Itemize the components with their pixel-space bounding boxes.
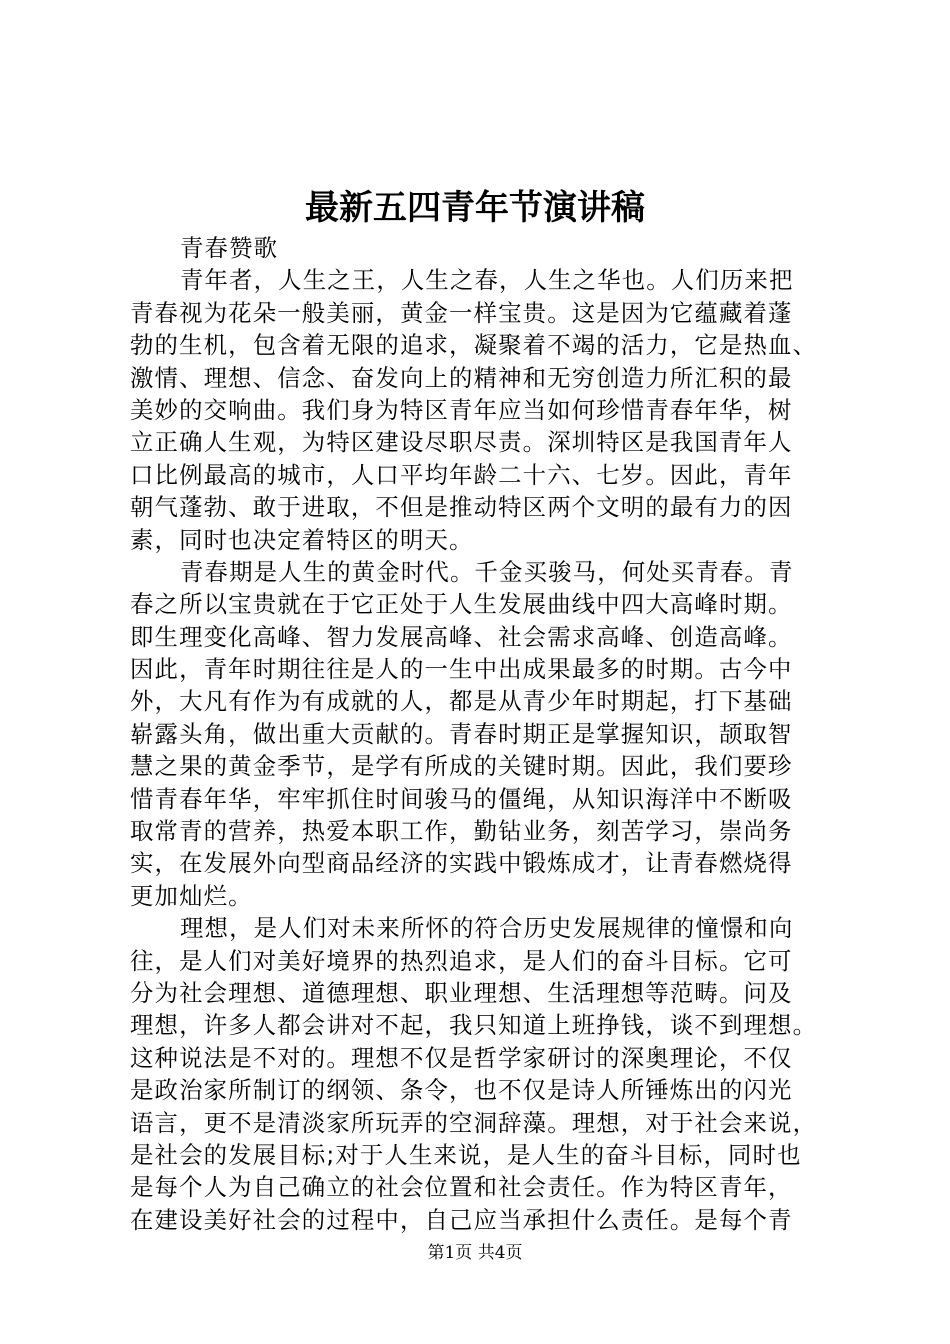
text-line: 激情、理想、信念、奋发向上的精神和无穷创造力所汇积的最 xyxy=(130,363,793,392)
document-body xyxy=(130,232,830,1236)
section-heading: 青春赞歌 xyxy=(180,234,279,262)
text-line: 口比例最高的城市，人口平均年龄二十六、七岁。因此，青年 xyxy=(130,460,793,489)
text-line: 更加灿烂。 xyxy=(130,881,253,910)
text-line: 因此，青年时期往往是人的一生中出成果最多的时期。古今中 xyxy=(130,655,793,684)
text-line: 青年者，人生之王，人生之春，人生之华也。人们历来把 xyxy=(180,266,794,295)
text-line: 语言，更不是清淡家所玩弄的空洞辞藻。理想，对于社会来说， xyxy=(130,1108,818,1137)
text-line: 是政治家所制订的纲领、条令，也不仅是诗人所锤炼出的闪光 xyxy=(130,1076,793,1105)
text-line: 慧之果的黄金季节，是学有所成的关键时期。因此，我们要珍 xyxy=(130,752,793,781)
text-line: 是社会的发展目标;对于人生来说，是人生的奋斗目标，同时也 xyxy=(130,1140,802,1169)
text-line: 惜青春年华，牢牢抓住时间骏马的僵绳，从知识海洋中不断吸 xyxy=(130,784,793,813)
page-title: 最新五四青年节演讲稿 xyxy=(305,188,645,228)
text-line: 实，在发展外向型商品经济的实践中锻炼成才，让青春燃烧得 xyxy=(130,849,793,878)
text-line: 崭露头角，做出重大贡献的。青春时期正是掌握知识，颉取智 xyxy=(130,719,793,748)
text-line: 理想，许多人都会讲对不起，我只知道上班挣钱，谈不到理想。 xyxy=(130,1011,818,1040)
text-line: 往，是人们对美好境界的热烈追求，是人们的奋斗目标。它可 xyxy=(130,946,793,975)
text-line: 朝气蓬勃、敢于进取，不但是推动特区两个文明的最有力的因 xyxy=(130,493,793,522)
text-line: 春之所以宝贵就在于它正处于人生发展曲线中四大高峰时期。 xyxy=(130,590,793,619)
text-line: 素，同时也决定着特区的明天。 xyxy=(130,525,474,554)
text-line: 在建设美好社会的过程中，自己应当承担什么责任。是每个青 xyxy=(130,1205,793,1234)
text-line: 勃的生机，包含着无限的追求，凝聚着不竭的活力，它是热血、 xyxy=(130,331,818,360)
page-footer: 第1页 共4页 xyxy=(427,1243,523,1263)
text-line: 取常青的营养，热爱本职工作，勤钻业务，刻苦学习，崇尚务 xyxy=(130,817,793,846)
text-line: 青春期是人生的黄金时代。千金买骏马，何处买青春。青 xyxy=(180,557,794,586)
text-line: 美妙的交响曲。我们身为特区青年应当如何珍惜青春年华，树 xyxy=(130,395,793,424)
text-line: 即生理变化高峰、智力发展高峰、社会需求高峰、创造高峰。 xyxy=(130,622,793,651)
text-line: 是每个人为自己确立的社会位置和社会责任。作为特区青年， xyxy=(130,1173,793,1202)
text-line: 这种说法是不对的。理想不仅是哲学家研讨的深奥理论，不仅 xyxy=(130,1043,793,1072)
text-line: 立正确人生观，为特区建设尽职尽责。深圳特区是我国青年人 xyxy=(130,428,793,457)
text-line: 外，大凡有作为有成就的人，都是从青少年时期起，打下基础 xyxy=(130,687,793,716)
text-line: 分为社会理想、道德理想、职业理想、生活理想等范畴。问及 xyxy=(130,978,793,1007)
text-line: 青春视为花朵一般美丽，黄金一样宝贵。这是因为它蕴藏着蓬 xyxy=(130,298,793,327)
text-line: 理想，是人们对未来所怀的符合历史发展规律的憧憬和向 xyxy=(180,914,794,943)
